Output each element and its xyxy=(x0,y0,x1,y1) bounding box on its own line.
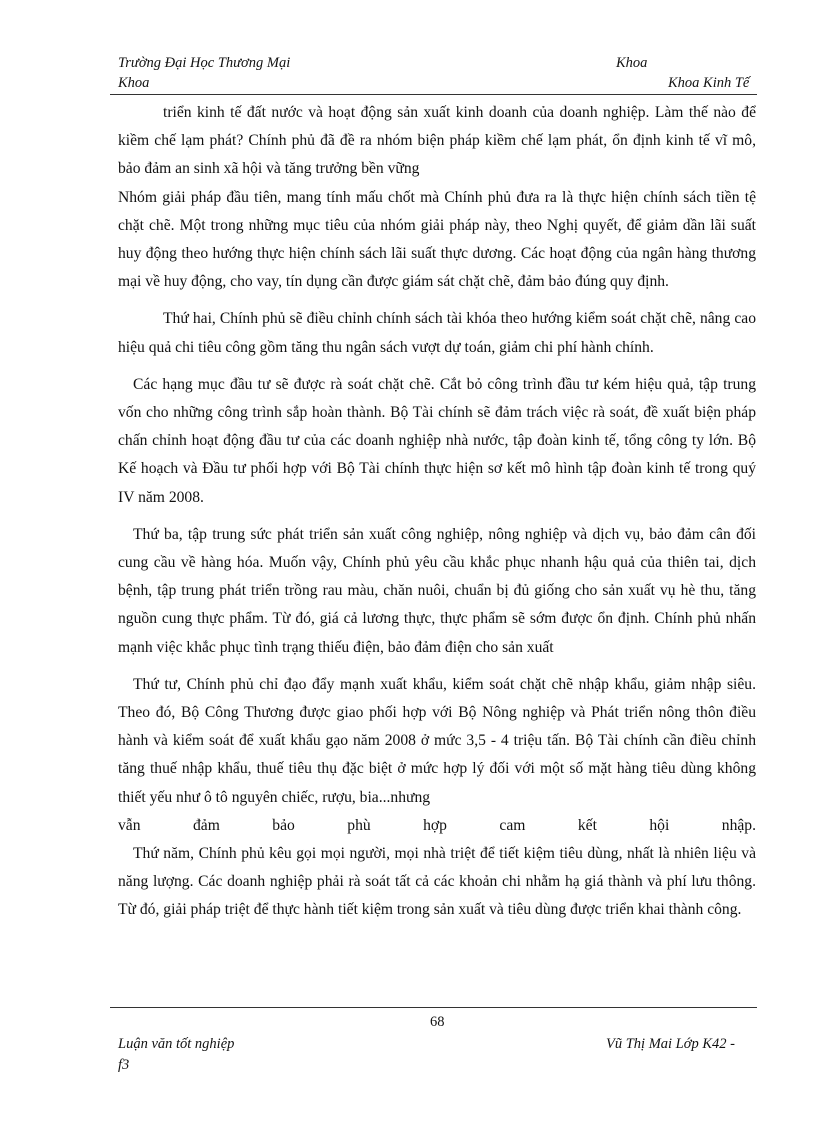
paragraph-second: Thứ hai, Chính phủ sẽ điều chỉnh chính sách tài khóa theo hướng kiểm soát chặt chẽ, nâng cao hiệu quả chi tiêu công gồm tăng thu ngân sách vượt dự toán, giảm chi phí hành chính. xyxy=(118,310,756,356)
footer-class-suffix: f3 xyxy=(118,1057,130,1073)
header-school: Trường Đại Học Thương Mại xyxy=(118,55,291,71)
header-khoa-right: Khoa xyxy=(616,55,648,71)
footer-rule xyxy=(110,1007,757,1008)
paragraph-fourth: Thứ tư, Chính phủ chỉ đạo đẩy mạnh xuất khẩu, kiểm soát chặt chẽ nhập khẩu, giảm nhập siêu. Theo đó, Bộ Công Thương được giao phối hợp với Bộ Nông nghiệp và Phát triển nông thôn điều hành và kiểm soát để xuất khẩu gạo năm 2008 ở mức 3,5 - 4 triệu tấn. Bộ Tài chính cần điều chỉnh tăng thuế nhập khẩu, thuế tiêu thụ đặc biệt ở mức hợp lý đối với một số mặt hàng tiêu dùng không thiết yếu như ô tô nguyên chiếc, rượu, bia...nhưng xyxy=(118,675,756,806)
footer-thesis: Luận văn tốt nghiệp xyxy=(118,1036,235,1052)
footer-author: Vũ Thị Mai Lớp K42 - xyxy=(606,1036,735,1052)
page-number: 68 xyxy=(430,1014,445,1030)
header-khoa-left: Khoa xyxy=(118,75,150,91)
header-department: Khoa Kinh Tế xyxy=(668,75,750,91)
body-text xyxy=(118,99,756,925)
paragraph-third: Thứ ba, tập trung sức phát triển sản xuất công nghiệp, nông nghiệp và dịch vụ, bảo đảm cân đối cung cầu về hàng hóa. Muốn vậy, Chính phủ yêu cầu khắc phục nhanh hậu quả của thiên tai, dịch bệnh, tập trung phát triển trồng rau màu, chăn nuôi, chuẩn bị đủ giống cho sản xuất vụ hè thu, tăng nguồn cung thực phẩm. Từ đó, giá cả lương thực, thực phẩm sẽ sớm được ổn định. Chính phủ nhấn mạnh việc khắc phục tình trạng thiếu điện, bảo đảm điện cho sản xuất xyxy=(118,525,756,656)
paragraph-intro: triển kinh tế đất nước và hoạt động sản xuất kinh doanh của doanh nghiệp. Làm thế nào để kiềm chế lạm phát? Chính phủ đã đề ra nhóm biện pháp kiềm chế lạm phát, ổn định kinh tế vĩ mô, bảo đảm an sinh xã hội và tăng trưởng bền vững xyxy=(118,104,756,178)
paragraph-fifth: Thứ năm, Chính phủ kêu gọi mọi người, mọi nhà triệt để tiết kiệm tiêu dùng, nhất là nhiên liệu và năng lượng. Các doanh nghiệp phải rà soát tất cả các khoản chi nhằm hạ giá thành và phí lưu thông. Từ đó, giải pháp triệt để thực hành tiết kiệm trong sản xuất và tiêu dùng được triển khai thành công. xyxy=(118,845,756,919)
paragraph-first-solution: Nhóm giải pháp đầu tiên, mang tính mấu chốt mà Chính phủ đưa ra là thực hiện chính sách tiền tệ chặt chẽ. Một trong những mục tiêu của nhóm giải pháp này, theo Nghị quyết, để giảm dần lãi suất huy động theo hướng thực hiện chính sách lãi suất thực dương. Các hoạt động của ngân hàng thương mại về huy động, cho vay, tín dụng cần được giám sát chặt chẽ, đảm bảo đúng quy định. xyxy=(118,188,756,291)
header-rule xyxy=(110,94,757,95)
paragraph-fourth-end: vẫn đảm bảo phù hợp cam kết hội nhập. xyxy=(118,816,756,834)
paragraph-investment: Các hạng mục đầu tư sẽ được rà soát chặt chẽ. Cắt bỏ công trình đầu tư kém hiệu quả, tập trung vốn cho những công trình sắp hoàn thành. Bộ Tài chính sẽ đảm trách việc rà soát, đề xuất biện pháp chấn chỉnh hoạt động đầu tư của các doanh nghiệp nhà nước, tập đoàn kinh tế, tổng công ty lớn. Bộ Kế hoạch và Đầu tư phối hợp với Bộ Tài chính thực hiện sơ kết mô hình tập đoàn kinh tế trong quý IV năm 2008. xyxy=(118,375,756,506)
